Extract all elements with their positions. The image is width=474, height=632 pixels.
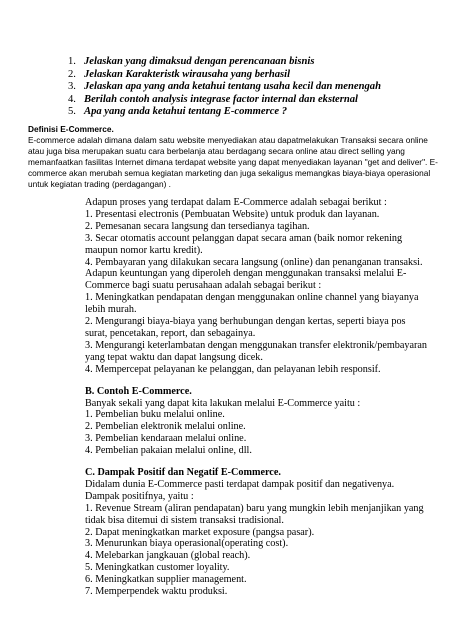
question-item xyxy=(60,81,440,94)
list-item: 3. Secar otomatis account pelanggan dapat secara aman (baik nomor rekening maupun nomor kartu kredit). xyxy=(85,232,403,256)
list-item: 6. Meningkatkan supplier management. xyxy=(85,574,247,586)
list-item: 1. Revenue Stream (aliran pendapatan) baru yang mungkin lebih menjanjikan yang tidak bisa ditemui di sistem transaksi tradisional. xyxy=(85,502,424,526)
section-a xyxy=(85,197,430,376)
definition-title: Definisi E-Commerce. xyxy=(28,124,114,134)
list-item: 4. Mempercepat pelayanan ke pelanggan, dan pelayanan lebih responsif. xyxy=(85,363,381,375)
question-number: 1. xyxy=(68,56,76,67)
question-item xyxy=(60,94,440,107)
section-c xyxy=(85,467,430,598)
question-item xyxy=(60,56,440,69)
list-item: 2. Mengurangi biaya-biaya yang berhubungan dengan kertas, seperti biaya pos surat, pencetakan, report, dan sebagainya. xyxy=(85,316,406,339)
paragraph: Adapun keuntungan yang diperoleh dengan menggunakan transaksi melalui E-Commerce bagi suatu perusahaan adalah sebagai berikut : xyxy=(85,268,407,292)
definition-body: E-commerce adalah dimana dalam satu website menyediakan atau dapatmelakukan Transaksi secara online atau juga bisa merupakan suatu cara berbelanja atau berdagang secara online atau direct selling yang memanfaatkan fasilitas Internet dimana terdapat website yang dapat menyediakan layanan "get and deliver". E-commerce akan merubah semua kegiatan marketing dan juga sekaligus memangkas biaya-biaya operasional untuk kegiatan trading (perdagangan) . xyxy=(28,134,438,189)
list-item: 2. Dapat meningkatkan market exposure (pangsa pasar). xyxy=(85,526,315,538)
question-text: Berilah contoh analysis integrase factor internal dan eksternal xyxy=(84,93,358,105)
list-item: 4. Pembelian pakaian melalui online, dll. xyxy=(85,445,252,457)
question-number: 2. xyxy=(68,68,76,80)
question-number: 5. xyxy=(68,106,76,118)
question-item xyxy=(60,69,440,82)
section-c-title: C. Dampak Positif dan Negatif E-Commerce. xyxy=(85,467,281,479)
list-item: 1. Meningkatkan pendapatan dengan menggunakan online channel yang biayanya lebih murah. xyxy=(85,292,419,316)
list-item: 1. Presentasi electronis (Pembuatan Website) untuk produk dan layanan. xyxy=(85,208,380,220)
section-b-title: B. Contoh E-Commerce. xyxy=(85,385,192,397)
list-item: 2. Pembelian elektronik melalui online. xyxy=(85,421,246,433)
paragraph: Dampak positifnya, yaitu : xyxy=(85,490,194,502)
paragraph: Adapun proses yang terdapat dalam E-Commerce adalah sebagai berikut : xyxy=(85,197,387,208)
question-text: Jelaskan yang dimaksud dengan perencanaan bisnis xyxy=(84,56,315,67)
section-b xyxy=(85,386,430,457)
question-text: Jelaskan Karakteristk wirausaha yang berhasil xyxy=(84,68,291,80)
list-item: 5. Meningkatkan customer loyality. xyxy=(85,562,230,574)
question-list xyxy=(60,56,440,119)
definition-block xyxy=(28,124,446,189)
list-item: 4. Pembayaran yang dilakukan secara langsung (online) dan penanganan transaksi. xyxy=(85,256,423,268)
paragraph: Banyak sekali yang dapat kita lakukan melalui E-Commerce yaitu : xyxy=(85,397,361,409)
question-text: Apa yang anda ketahui tentang E-commerce ? xyxy=(84,106,288,118)
question-item xyxy=(60,106,440,119)
paragraph: Didalam dunia E-Commerce pasti terdapat dampak positif dan negativenya. xyxy=(85,478,395,490)
main-body xyxy=(85,197,430,598)
question-number: 3. xyxy=(68,81,76,93)
question-number: 4. xyxy=(68,93,76,105)
list-item: 1. Pembelian buku melalui online. xyxy=(85,409,225,421)
list-item: 7. Memperpendek waktu produksi. xyxy=(85,586,228,598)
list-item: 4. Melebarkan jangkauan (global reach). xyxy=(85,550,251,562)
list-item: 3. Menurunkan biaya operasional(operating cost). xyxy=(85,538,289,550)
list-item: 3. Pembelian kendaraan melalui online. xyxy=(85,433,247,445)
question-text: Jelaskan apa yang anda ketahui tentang usaha kecil dan menengah xyxy=(84,81,381,93)
list-item: 2. Pemesanan secara langsung dan tersedianya tagihan. xyxy=(85,220,310,232)
list-item: 3. Mengurangi keterlambatan dengan menggunakan transfer elektronik/pembayaran yang tepat waktu dan dapat langsung dicek. xyxy=(85,339,427,363)
